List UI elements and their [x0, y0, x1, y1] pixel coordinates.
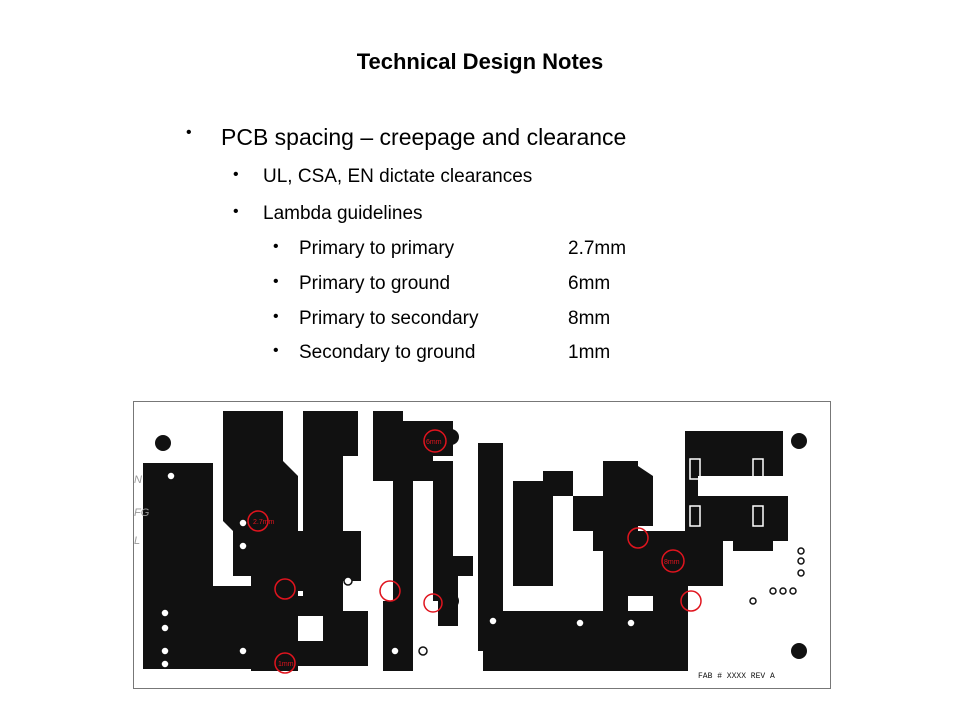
- pcb-callout-label: 6mm: [426, 439, 442, 446]
- slide-title: Technical Design Notes: [356, 49, 604, 74]
- bullet-main-text: PCB spacing – creepage and clearance: [221, 124, 627, 150]
- guideline-value: 2.7mm: [568, 238, 627, 259]
- guideline-value: 6mm: [568, 273, 611, 294]
- pcb-mark-fg: FG: [134, 507, 150, 519]
- pcb-fab-label: FAB # XXXX REV A: [698, 672, 775, 681]
- bullet-dot-icon: •: [186, 124, 192, 141]
- pcb-mark-l: L: [134, 535, 141, 547]
- bullet-dot-icon: •: [273, 238, 279, 255]
- bullet-dot-icon: •: [233, 203, 239, 220]
- bullet-dot-icon: •: [273, 273, 279, 290]
- guideline-label: Secondary to ground: [299, 342, 476, 363]
- pcb-callout-label: 1mm: [278, 661, 294, 668]
- pcb-mark-n: N: [134, 474, 142, 486]
- bullet-dot-icon: •: [273, 308, 279, 325]
- guideline-label: Primary to primary: [299, 238, 455, 259]
- guideline-label: Primary to ground: [299, 273, 451, 294]
- pcb-callout-label: 8mm: [664, 559, 680, 566]
- guideline-value: 1mm: [568, 342, 611, 363]
- bullet-sub-text: Lambda guidelines: [263, 203, 423, 224]
- pcb-layout-image: [133, 401, 831, 689]
- guideline-value: 8mm: [568, 308, 611, 329]
- bullet-sub-text: UL, CSA, EN dictate clearances: [263, 166, 533, 187]
- pcb-callout-label: 2.7mm: [253, 519, 275, 526]
- bullet-dot-icon: •: [273, 342, 279, 359]
- guideline-label: Primary to secondary: [299, 308, 479, 329]
- bullet-dot-icon: •: [233, 166, 239, 183]
